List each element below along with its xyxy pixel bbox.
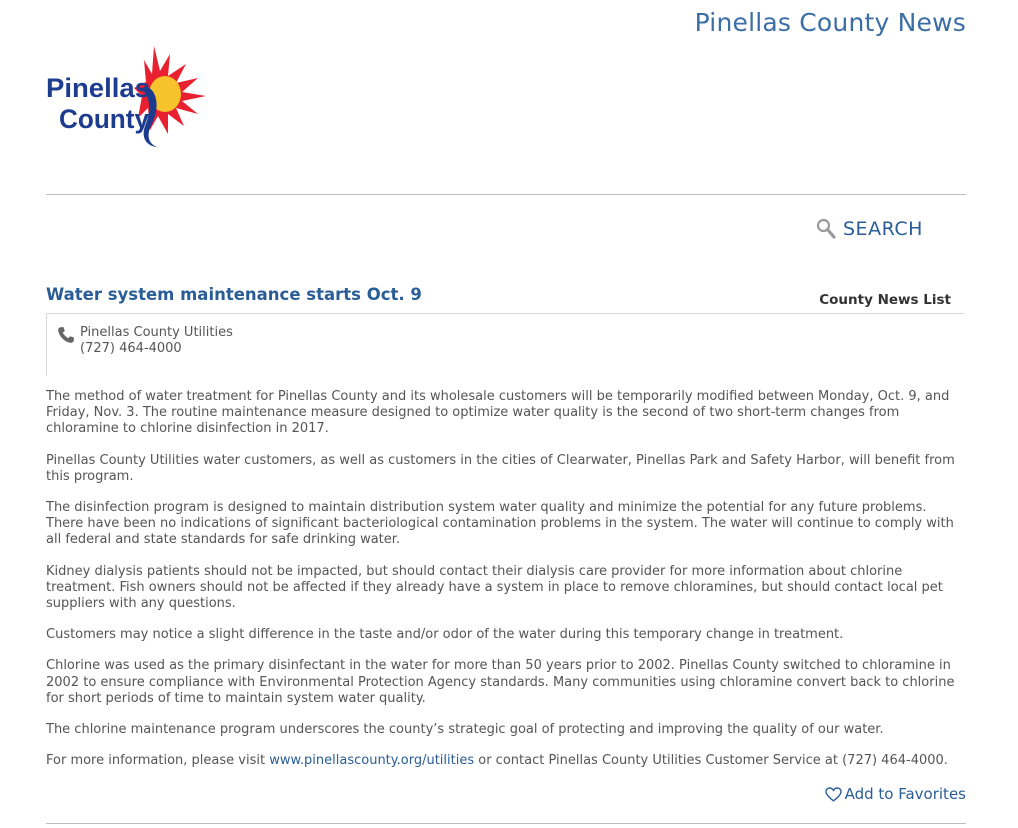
logo-text-line1: Pinellas bbox=[46, 73, 150, 103]
final-prefix: For more information, please visit bbox=[46, 753, 270, 769]
add-to-favorites-label: Add to Favorites bbox=[844, 785, 966, 803]
logo-text-line2: County bbox=[59, 104, 149, 134]
contact-org: Pinellas County Utilities bbox=[80, 325, 233, 340]
article-paragraph: The chlorine maintenance program underscores the county’s strategic goal of protecting and improving the quality of our water. bbox=[46, 722, 884, 738]
utilities-link[interactable]: www.pinellascounty.org/utilities bbox=[269, 753, 475, 769]
search-button[interactable] bbox=[816, 218, 923, 240]
phone-icon bbox=[57, 326, 75, 344]
article-paragraph-final bbox=[46, 753, 964, 769]
article-body bbox=[46, 389, 964, 784]
site-title: Pinellas County News bbox=[694, 8, 966, 37]
article-paragraph: Chlorine was used as the primary disinfectant in the water for more than 50 years prior to 2002. Pinellas County switched to chloramine in 2002 to ensure compliance with Environmental Protection Agency standards. Many communities using chloramine convert back to chlorine for short periods of time to maintain system water quality. bbox=[46, 658, 955, 706]
article-title: Water system maintenance starts Oct. 9 bbox=[46, 285, 422, 304]
header-divider bbox=[46, 194, 966, 195]
heart-icon bbox=[825, 787, 842, 802]
article-paragraph: The method of water treatment for Pinellas County and its wholesale customers will be temporarily modified between Monday, Oct. 9, and Friday, Nov. 3. The routine maintenance measure designed to optimize water quality is the second of two short-term changes from chloramine to chlorine disinfection in 2017. bbox=[46, 389, 950, 437]
final-suffix: or contact Pinellas County Utilities Customer Service at (727) 464-4000. bbox=[474, 753, 948, 769]
article-paragraph: Customers may notice a slight difference in the taste and/or odor of the water during this temporary change in treatment. bbox=[46, 627, 844, 643]
search-icon bbox=[816, 218, 836, 240]
contact-info bbox=[80, 325, 233, 357]
article-paragraph: Kidney dialysis patients should not be impacted, but should contact their dialysis care provider for more information about chlorine treatment. Fish owners should not be affected if they already have a system in place to remove chloramines, but should contact local pet suppliers with any questions. bbox=[46, 563, 943, 612]
county-news-list-link[interactable]: County News List bbox=[819, 292, 951, 308]
add-to-favorites-button[interactable] bbox=[825, 785, 966, 803]
contact-phone: (727) 464-4000 bbox=[80, 341, 182, 356]
article-paragraph: The disinfection program is designed to maintain distribution system water quality and minimize the potential for any future problems. There have been no indications of significant bacteriological contamination problems in the system. The water will continue to comply with all federal and state standards for safe drinking water. bbox=[46, 500, 954, 548]
article-paragraph: Pinellas County Utilities water customers, as well as customers in the cities of Clearwater, Pinellas Park and Safety Harbor, will benefit from this program. bbox=[46, 452, 955, 484]
search-label: SEARCH bbox=[843, 218, 923, 240]
contact-box bbox=[46, 313, 964, 376]
pinellas-county-logo[interactable] bbox=[46, 46, 208, 150]
footer-divider bbox=[46, 823, 966, 824]
